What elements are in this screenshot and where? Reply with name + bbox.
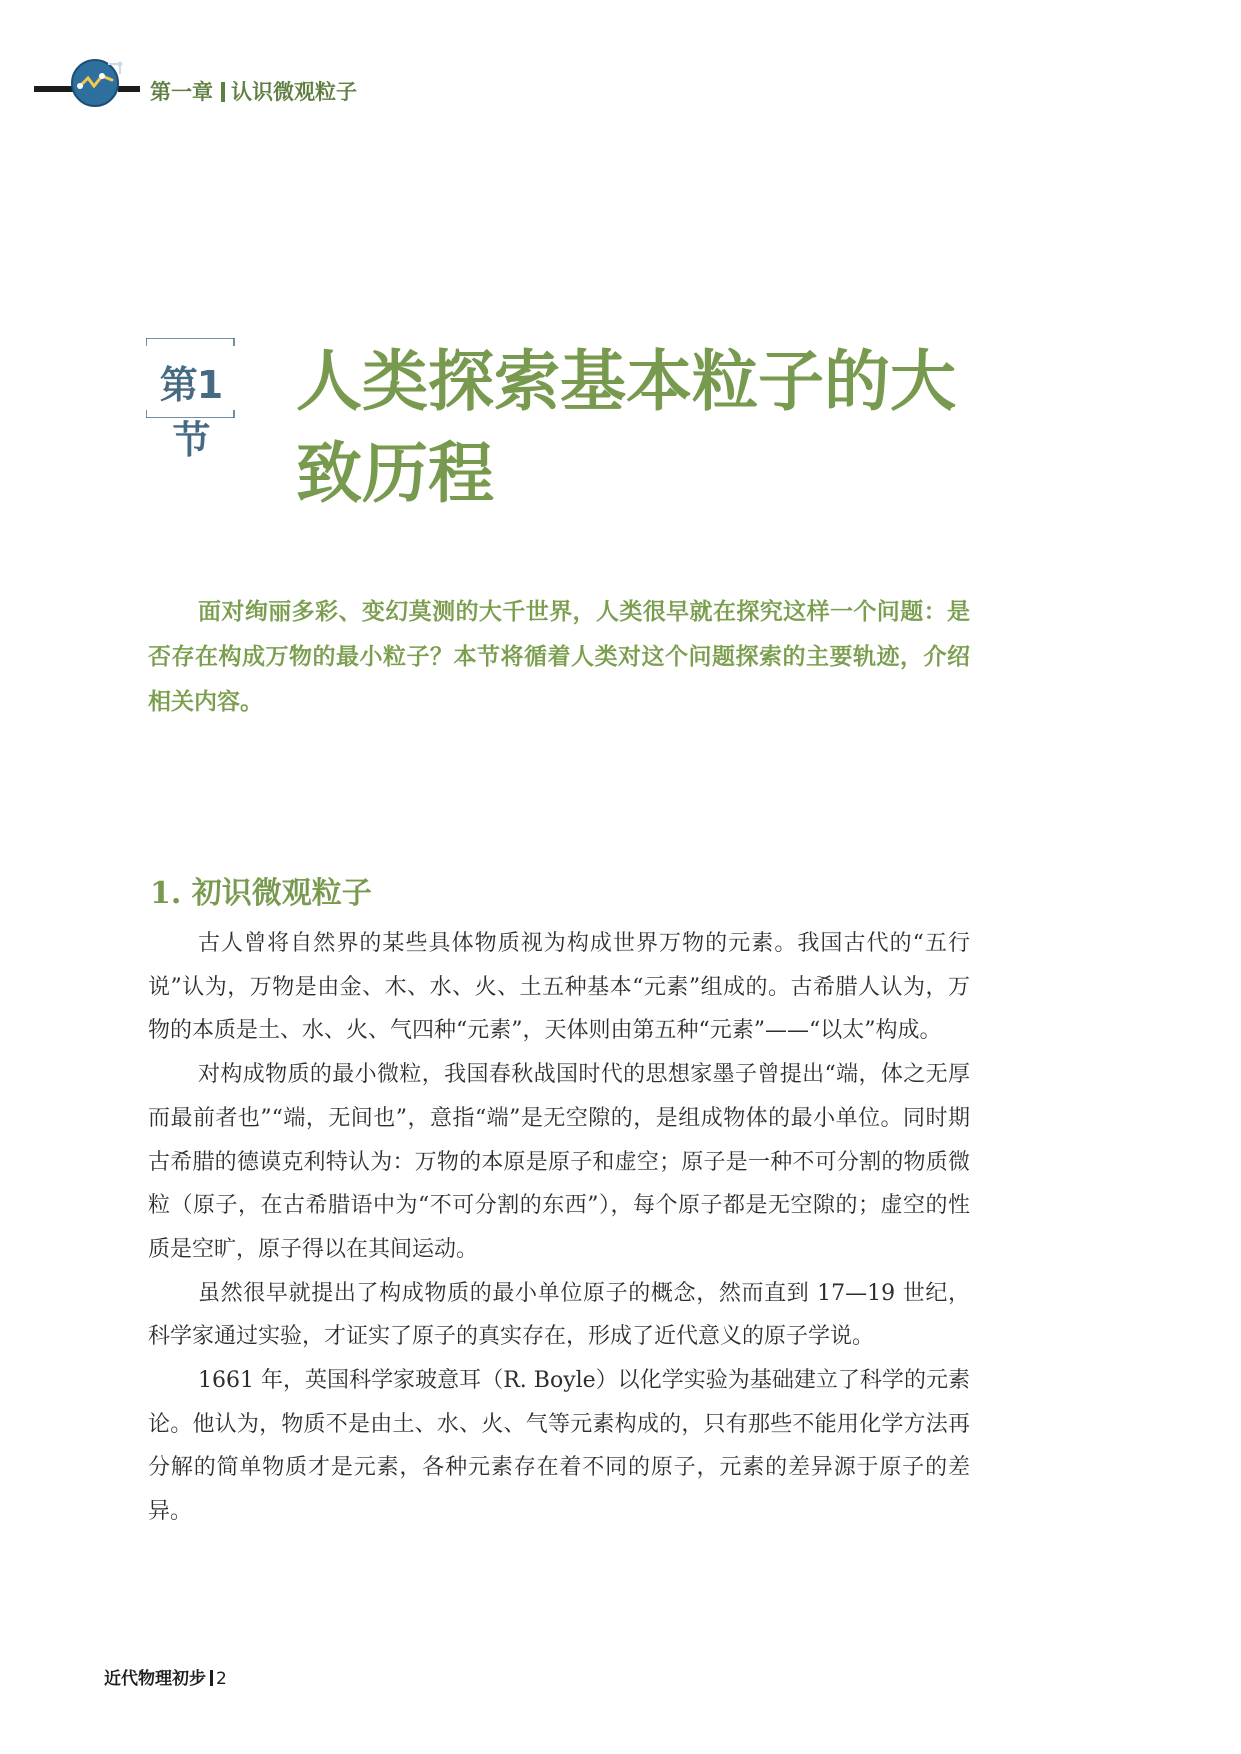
- chapter-title: 认识微观粒子: [231, 80, 357, 104]
- chapter-divider: [221, 82, 225, 102]
- section-number: 第1节: [159, 363, 223, 462]
- subsection-heading: 1. 初识微观粒子: [150, 876, 372, 911]
- paragraph: 虽然很早就提出了构成物质的最小单位原子的概念，然而直到 17—19 世纪，科学家通过实验，才证实了原子的真实存在，形成了近代意义的原子学说。: [148, 1280, 970, 1350]
- page-footer: [104, 1664, 227, 1689]
- paragraph: 对构成物质的最小微粒，我国春秋战国时代的思想家墨子曾提出“端，体之无厚而最前者也”“端，无间也”，意指“端”是无空隙的，是组成物体的最小单位。同时期古希腊的德谟克利特认为：万物的本原是原子和虚空；原子是一种不可分割的物质微粒（原子，在古希腊语中为“不可分割的东西”），每个原子都是无空隙的；虚空的性质是空旷，原子得以在其间运动。: [148, 1062, 970, 1262]
- chapter-number: 第一章: [150, 80, 213, 104]
- page-number: 2: [216, 1669, 227, 1689]
- footer-divider: [210, 1670, 213, 1686]
- section-badge: [146, 338, 236, 462]
- section-title: 人类探索基本粒子的大致历程: [296, 343, 956, 512]
- paragraph: 古人曾将自然界的某些具体物质视为构成世界万物的元素。我国古代的“五行说”认为，万物是由金、木、水、火、土五种基本“元素”组成的。古希腊人认为，万物的本质是土、水、火、气四种“元素”，天体则由第五种“元素”——“以太”构成。: [148, 931, 970, 1044]
- body-text: [148, 922, 970, 1534]
- chapter-label: [150, 76, 357, 106]
- paragraph: 1661 年，英国科学家玻意耳（R. Boyle）以化学实验为基础建立了科学的元素论。他认为，物质不是由土、水、火、气等元素构成的，只有那些不能用化学方法再分解的简单物质才是元素，各种元素存在着不同的原子，元素的差异源于原子的差异。: [148, 1368, 970, 1525]
- section-intro: 面对绚丽多彩、变幻莫测的大千世界，人类很早就在探究这样一个问题：是否存在构成万物的最小粒子？本节将循着人类对这个问题探索的主要轨迹，介绍相关内容。: [148, 599, 970, 715]
- book-title: 近代物理初步: [104, 1669, 206, 1689]
- chapter-logo-icon: [68, 56, 128, 108]
